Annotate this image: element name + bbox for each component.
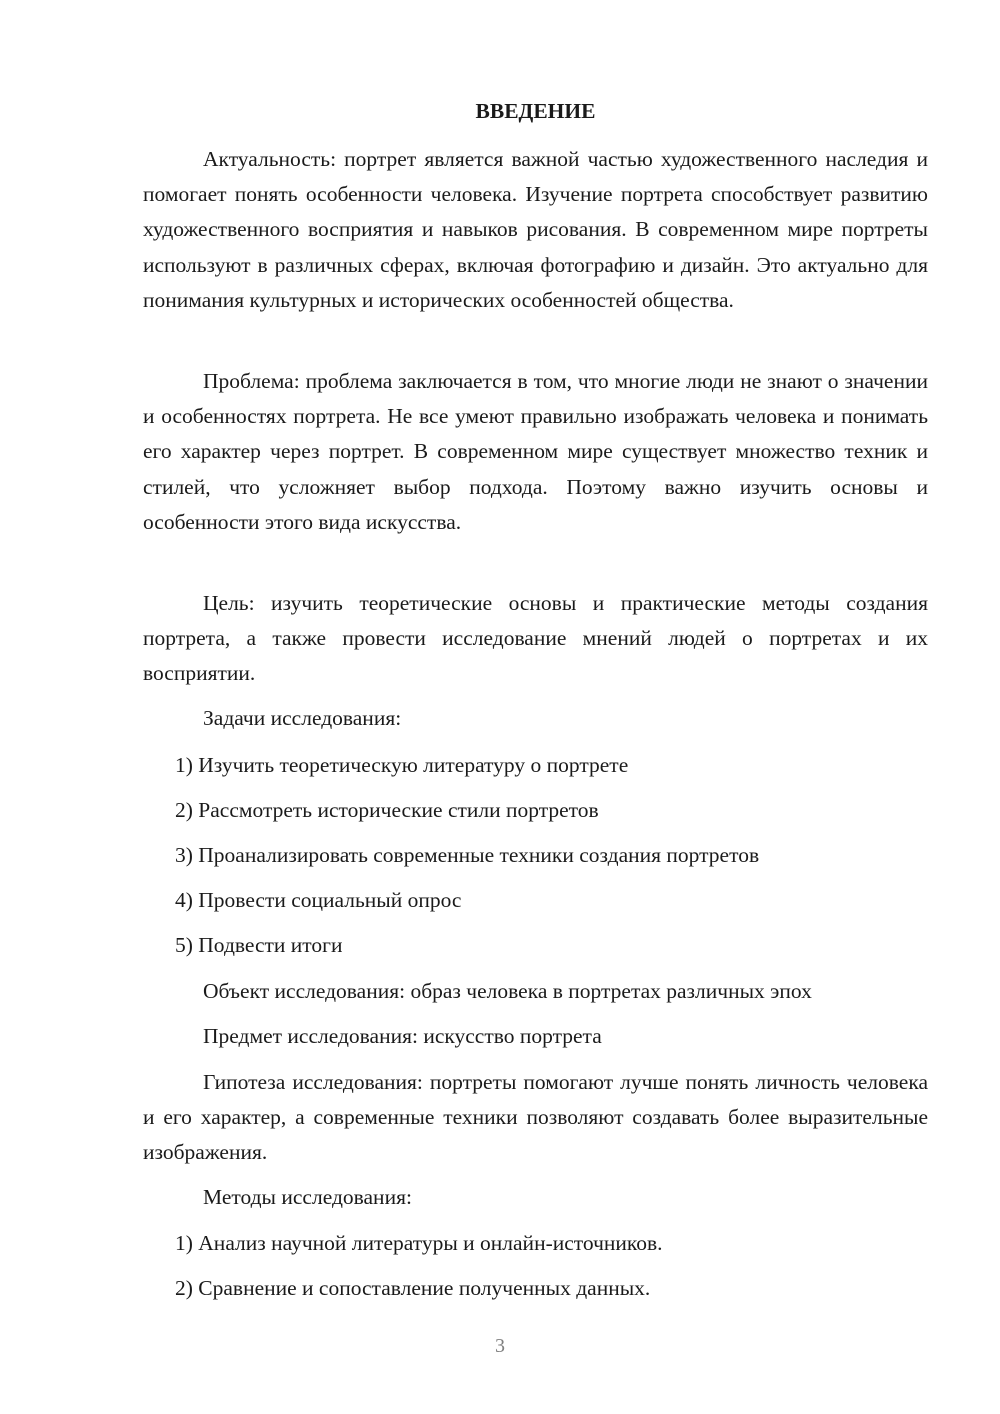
task-item: 5) Подвести итоги — [175, 933, 343, 957]
method-item: 2) Сравнение и сопоставление полученных данных. — [175, 1276, 651, 1300]
hypothesis-paragraph: Гипотеза исследования: портреты помогают лучше понять личность человека и его характер, а современные техники позволяют создавать более выразительные изображения. — [143, 1070, 928, 1165]
relevance-paragraph: Актуальность: портрет является важной частью художественного наследия и помогает понять особенности человека. Изучение портрета способствует развитию художественного восприятия и навыков рисования. В современном мире портреты используют в различных сферах, включая фотографию и дизайн. Это актуально для понимания культурных и исторических особенностей общества. — [143, 147, 928, 312]
task-item: 1) Изучить теоретическую литературу о портрете — [175, 753, 629, 777]
page-number: 3 — [495, 1335, 505, 1357]
section-title: ВВЕДЕНИЕ — [475, 99, 596, 123]
task-item: 2) Рассмотреть исторические стили портретов — [175, 798, 599, 822]
task-item: 3) Проанализировать современные техники создания портретов — [175, 843, 760, 867]
method-item: 1) Анализ научной литературы и онлайн-источников. — [175, 1231, 663, 1255]
methods-heading: Методы исследования: — [203, 1185, 412, 1209]
tasks-heading: Задачи исследования: — [203, 706, 402, 730]
object-line: Объект исследования: образ человека в портретах различных эпох — [203, 979, 812, 1003]
subject-line: Предмет исследования: искусство портрета — [203, 1024, 602, 1048]
problem-paragraph: Проблема: проблема заключается в том, что многие люди не знают о значении и особенностях портрета. Не все умеют правильно изображать человека и понимать его характер через портрет. В современном мире существует множество техник и стилей, что усложняет выбор подхода. Поэтому важно изучить основы и особенности этого вида искусства. — [143, 369, 928, 534]
task-item: 4) Провести социальный опрос — [175, 888, 462, 912]
goal-paragraph: Цель: изучить теоретические основы и практические методы создания портрета, а также провести исследование мнений людей о портретах и их восприятии. — [143, 591, 928, 686]
